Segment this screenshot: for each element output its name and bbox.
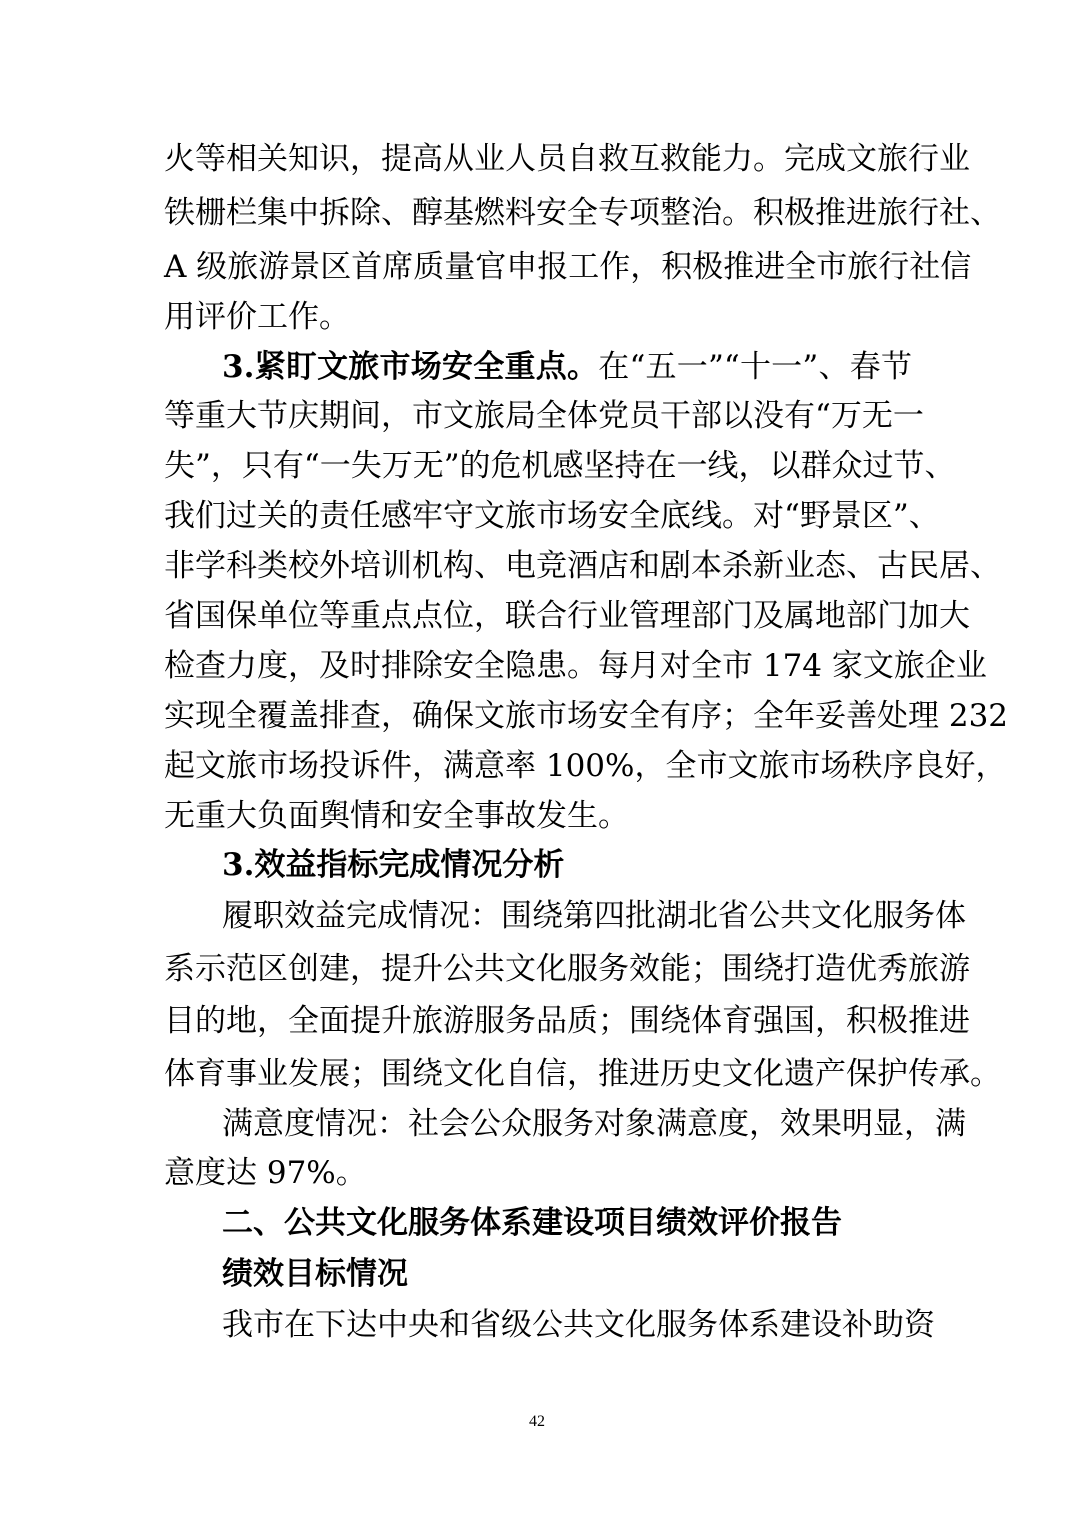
- text-line: 非学科类校外培训机构、电竞酒店和剧本杀新业态、古民居、: [164, 548, 1001, 584]
- text-line: A 级旅游景区首席质量官申报工作，积极推进全市旅行社信: [164, 249, 972, 285]
- text-line: 意度达 97%。: [164, 1155, 367, 1191]
- text-span: 在“五一”“十一”、春节: [598, 349, 912, 385]
- text-line: 履职效益完成情况：围绕第四批湖北省公共文化服务体: [222, 898, 966, 934]
- text-line: 满意度情况：社会公众服务对象满意度，效果明显，满: [222, 1106, 966, 1142]
- text-line: 用评价工作。: [164, 299, 350, 335]
- text-line: 无重大负面舆情和安全事故发生。: [164, 798, 629, 834]
- text-line: 我们过关的责任感牢守文旅市场安全底线。对“野景区”、: [164, 498, 940, 534]
- paragraph-first-line: [222, 340, 912, 394]
- text-line: 起文旅市场投诉件，满意率 100%，全市文旅市场秩序良好，: [164, 748, 1007, 784]
- chapter-heading: 二、公共文化服务体系建设项目绩效评价报告: [222, 1205, 842, 1241]
- text-line: 铁栅栏集中拆除、醇基燃料安全专项整治。积极推进旅行社、: [164, 195, 1001, 231]
- text-line: 失”，只有“一失万无”的危机感坚持在一线，以群众过节、: [164, 448, 956, 484]
- text-line: 体育事业发展；围绕文化自信，推进历史文化遗产保护传承。: [164, 1056, 1001, 1092]
- text-line: 等重大节庆期间，市文旅局全体党员干部以没有“万无一: [164, 398, 924, 434]
- section-heading-inline: 3.紧盯文旅市场安全重点。: [222, 349, 599, 385]
- page-number: 42: [529, 1413, 545, 1430]
- text-line: 检查力度，及时排除安全隐患。每月对全市 174 家文旅企业: [164, 648, 987, 684]
- text-line: 省国保单位等重点点位，联合行业管理部门及属地部门加大: [164, 598, 970, 634]
- subsection-heading: 绩效目标情况: [222, 1256, 408, 1292]
- text-line: 目的地，全面提升旅游服务品质；围绕体育强国，积极推进: [164, 1003, 970, 1039]
- text-line: 火等相关知识，提高从业人员自救互救能力。完成文旅行业: [164, 141, 970, 177]
- text-line: 系示范区创建，提升公共文化服务效能；围绕打造优秀旅游: [164, 951, 970, 987]
- text-line: 实现全覆盖排查，确保文旅市场安全有序；全年妥善处理 232: [164, 698, 1009, 734]
- section-heading: 3.效益指标完成情况分析: [222, 847, 565, 883]
- text-line: 我市在下达中央和省级公共文化服务体系建设补助资: [222, 1307, 935, 1343]
